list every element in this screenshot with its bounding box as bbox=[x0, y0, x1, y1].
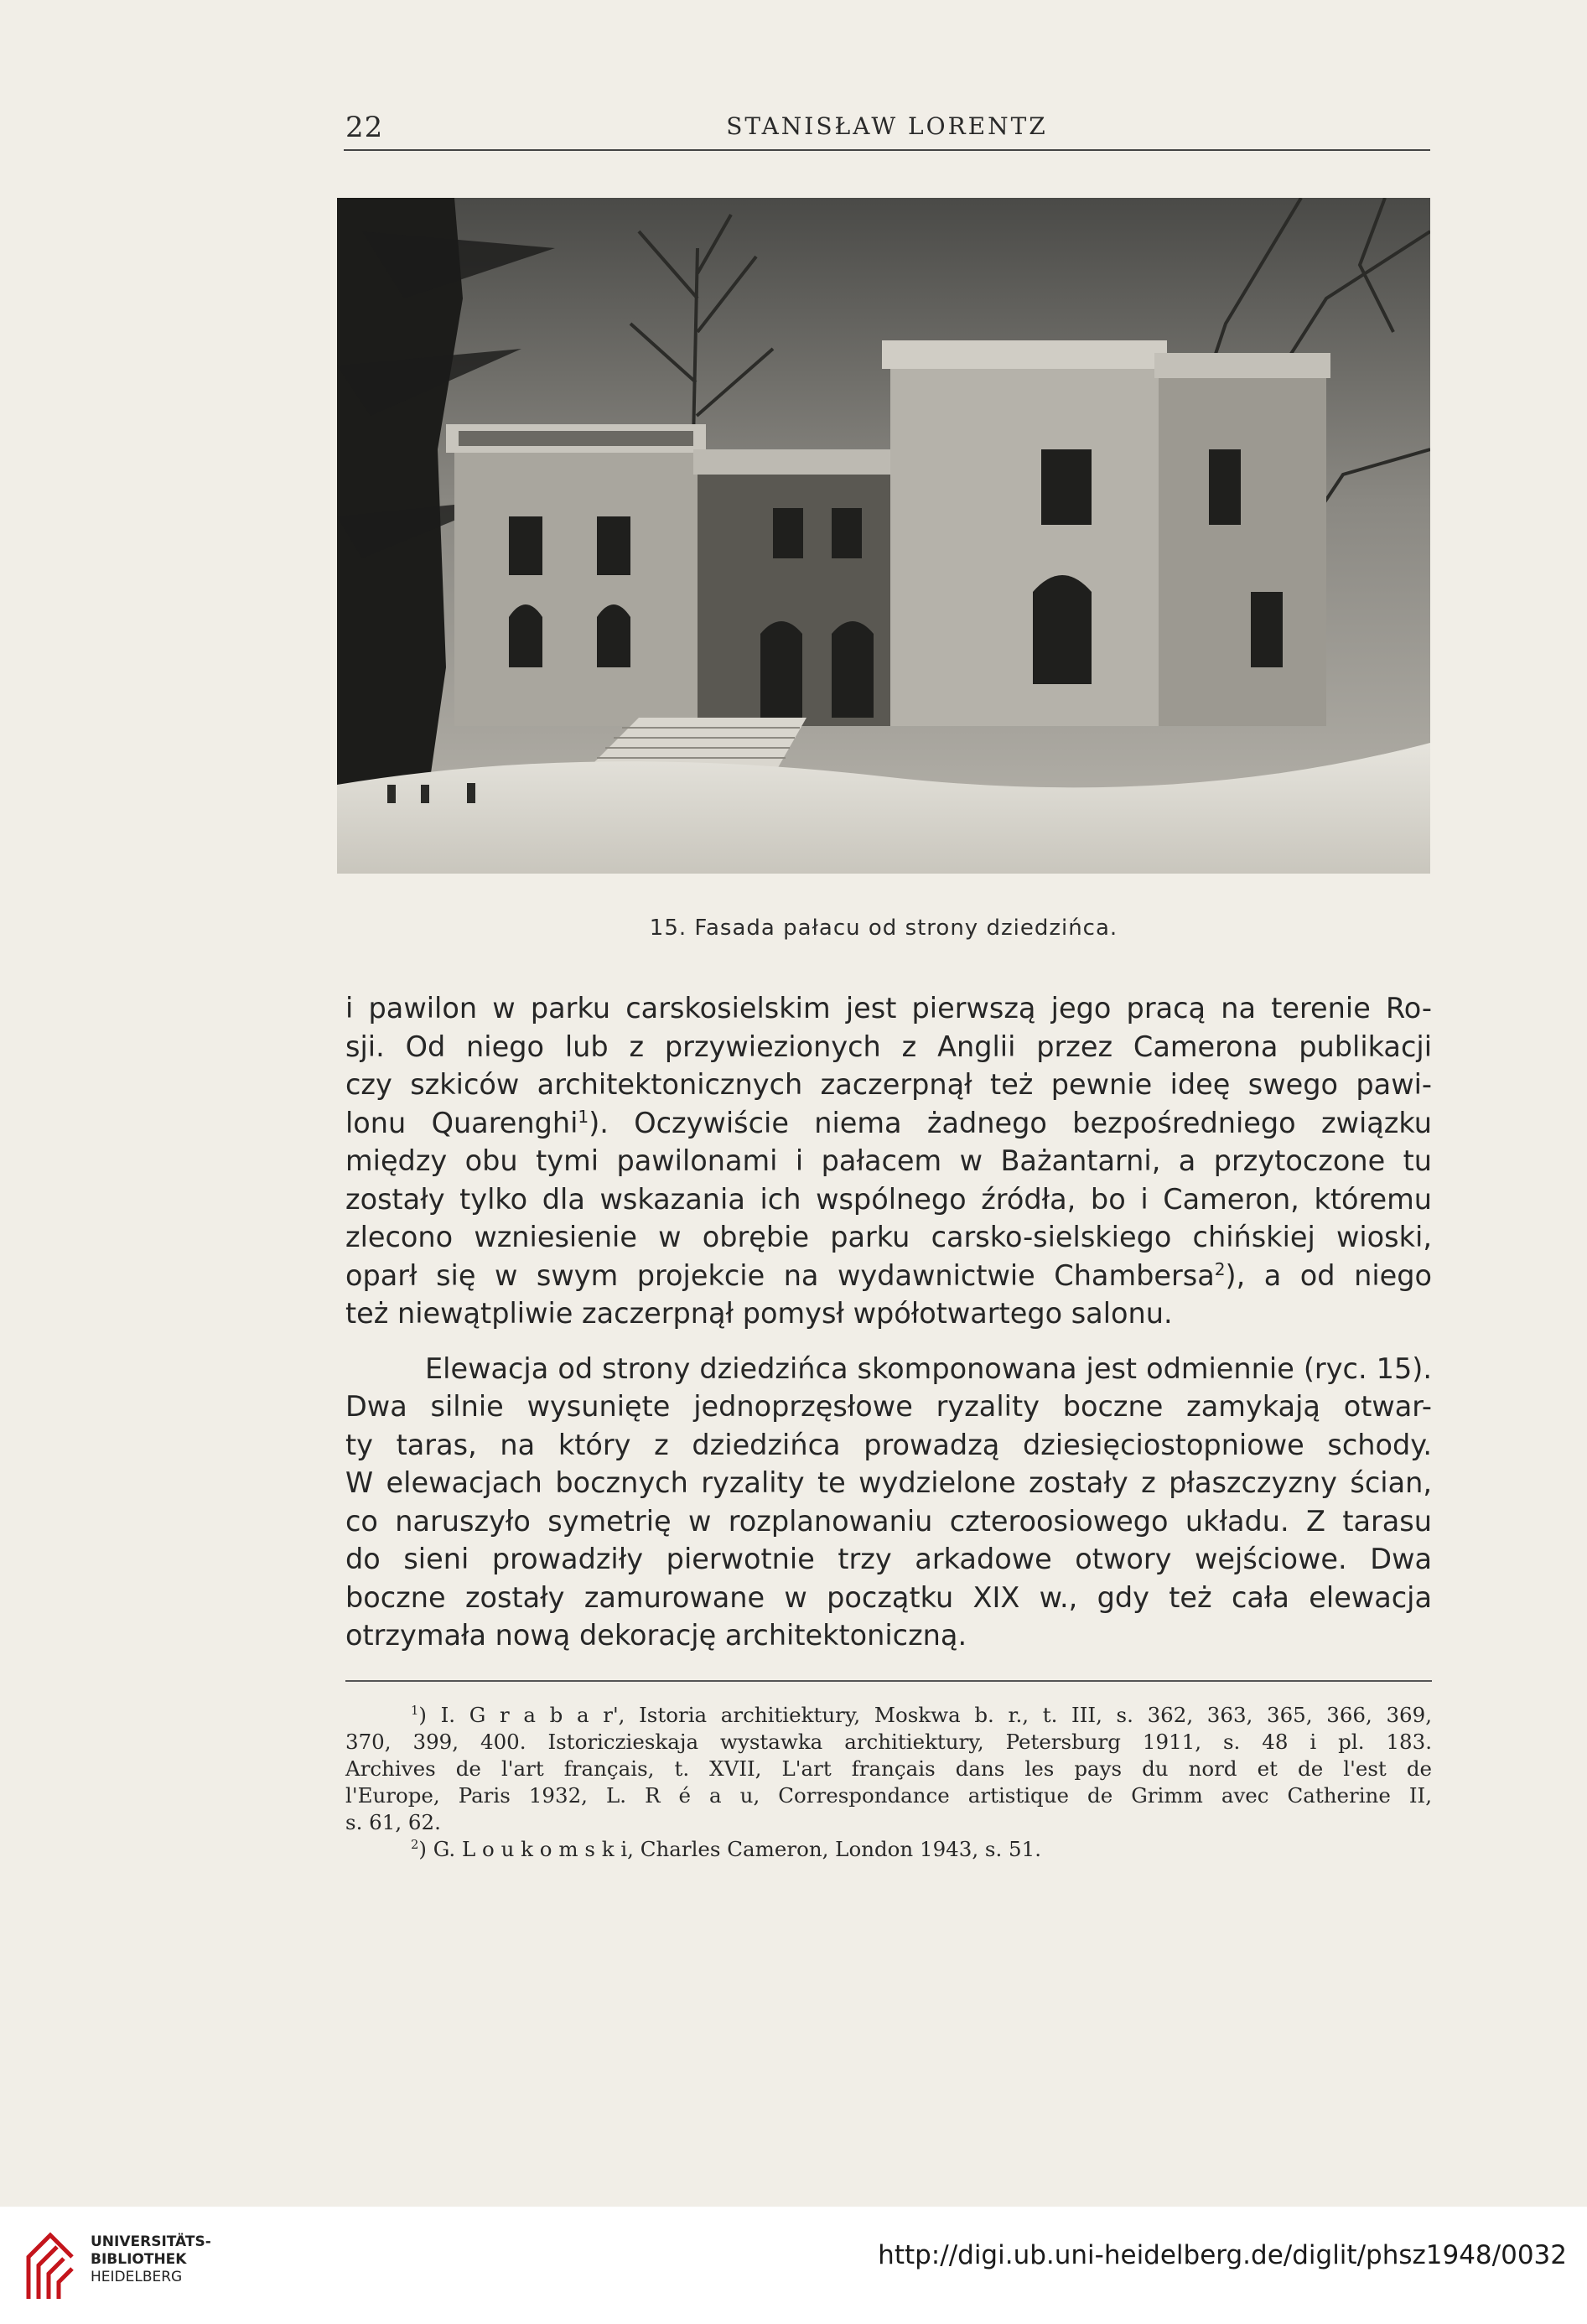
footnote-text: ) G. L o u k o m s k i, Charles Cameron, London 1943, s. 51. bbox=[418, 1837, 1042, 1861]
library-logo-icon bbox=[17, 2223, 84, 2307]
text-line: do sieni prowadziły pierwotnie trzy arkadowe otwory wejściowe. Dwa bbox=[345, 1543, 1432, 1575]
text-fragment: lonu Quarenghi bbox=[345, 1106, 578, 1139]
body-text bbox=[345, 989, 1432, 1655]
library-name-line: HEIDELBERG bbox=[91, 2269, 183, 2285]
text-line bbox=[345, 1104, 1432, 1143]
digitization-footer bbox=[0, 2207, 1587, 2324]
text-line: i pawilon w parku carskosielskim jest pierwszą jego pracą na terenie Ro- bbox=[345, 992, 1432, 1025]
footnotes bbox=[345, 1702, 1432, 1863]
footnote-mark: 1 bbox=[411, 1703, 419, 1718]
text-line: ty taras, na który z dziedzińca prowadzą dziesięciostopniowe schody. bbox=[345, 1428, 1432, 1461]
library-name-line: BIBLIOTHEK bbox=[91, 2251, 187, 2268]
footnote-line: s. 61, 62. bbox=[345, 1810, 441, 1834]
text-fragment: ). Oczywiście niema żadnego bezpośredniego związku bbox=[589, 1106, 1432, 1139]
library-name-line: UNIVERSITÄTS- bbox=[91, 2233, 211, 2250]
footnote-line: l'Europe, Paris 1932, L. R é a u, Correspondance artistique de Grimm avec Catherine II, bbox=[345, 1783, 1432, 1808]
footnote-ref[interactable]: 1 bbox=[578, 1106, 589, 1127]
text-line: Elewacja od strony dziedzińca skomponowana jest odmiennie (ryc. 15). bbox=[425, 1351, 1432, 1385]
text-line: boczne zostały zamurowane w początku XIX w., gdy też cała elewacja bbox=[345, 1580, 1432, 1614]
palace-photograph bbox=[337, 198, 1430, 874]
footnote-ref[interactable]: 2 bbox=[1214, 1258, 1226, 1279]
source-url-link[interactable]: http://digi.ub.uni-heidelberg.de/diglit/phsz1948/0032 bbox=[878, 2240, 1567, 2270]
text-line: zostały tylko dla wskazania ich wspólnego źródła, bo i Cameron, któremu bbox=[345, 1182, 1432, 1216]
text-line: czy szkiców architektonicznych zaczerpnął też pewnie ideę swego pawi- bbox=[345, 1068, 1432, 1101]
running-head bbox=[344, 107, 1430, 151]
text-line: W elewacjach bocznych ryzality te wydzielone zostały z płaszczyzny ścian, bbox=[345, 1466, 1432, 1499]
footnote-rule bbox=[345, 1680, 1432, 1682]
page-number: 22 bbox=[345, 111, 384, 144]
figure-caption: 15. Fasada pałacu od strony dziedzińca. bbox=[649, 916, 1118, 941]
text-line: zlecono wzniesienie w obrębie parku carsko-sielskiego chińskiej wioski, bbox=[345, 1221, 1432, 1253]
text-line bbox=[345, 1257, 1432, 1295]
text-line: co naruszyło symetrię w rozplanowaniu czteroosiowego układu. Z tarasu bbox=[345, 1504, 1432, 1538]
library-name bbox=[91, 2233, 211, 2286]
running-title: STANISŁAW LORENTZ bbox=[726, 112, 1048, 140]
footnote-1 bbox=[345, 1702, 1432, 1729]
text-line: sji. Od niego lub z przywiezionych z Anglii przez Camerona publikacji bbox=[345, 1030, 1432, 1063]
footnote-2 bbox=[345, 1836, 1432, 1863]
text-line: między obu tymi pawilonami i pałacem w Bażantarni, a przytoczone tu bbox=[345, 1144, 1432, 1177]
text-line: Dwa silnie wysunięte jednoprzęsłowe ryzality boczne zamykają otwar- bbox=[345, 1390, 1432, 1423]
text-line: też niewątpliwie zaczerpnął pomysł wpółotwartego salonu. bbox=[345, 1297, 1173, 1330]
text-fragment: oparł się w swym projekcie na wydawnictwie Chambersa bbox=[345, 1258, 1215, 1292]
footnote-mark: 2 bbox=[411, 1837, 419, 1852]
text-line: otrzymała nową dekorację architektoniczną. bbox=[345, 1619, 967, 1652]
footnote-text: ) I. G r a b a r', Istoria architiektury, Moskwa b. r., t. III, s. 362, 363, 365, 366, 369, bbox=[418, 1703, 1432, 1727]
footnote-line: 370, 399, 400. Istoriczieskaja wystawka architiektury, Petersburg 1911, s. 48 i pl. 183. bbox=[345, 1730, 1432, 1754]
text-fragment: ), a od niego bbox=[1225, 1258, 1432, 1292]
footnote-line: Archives de l'art français, t. XVII, L'art français dans les pays du nord et de l'est de bbox=[345, 1756, 1432, 1781]
